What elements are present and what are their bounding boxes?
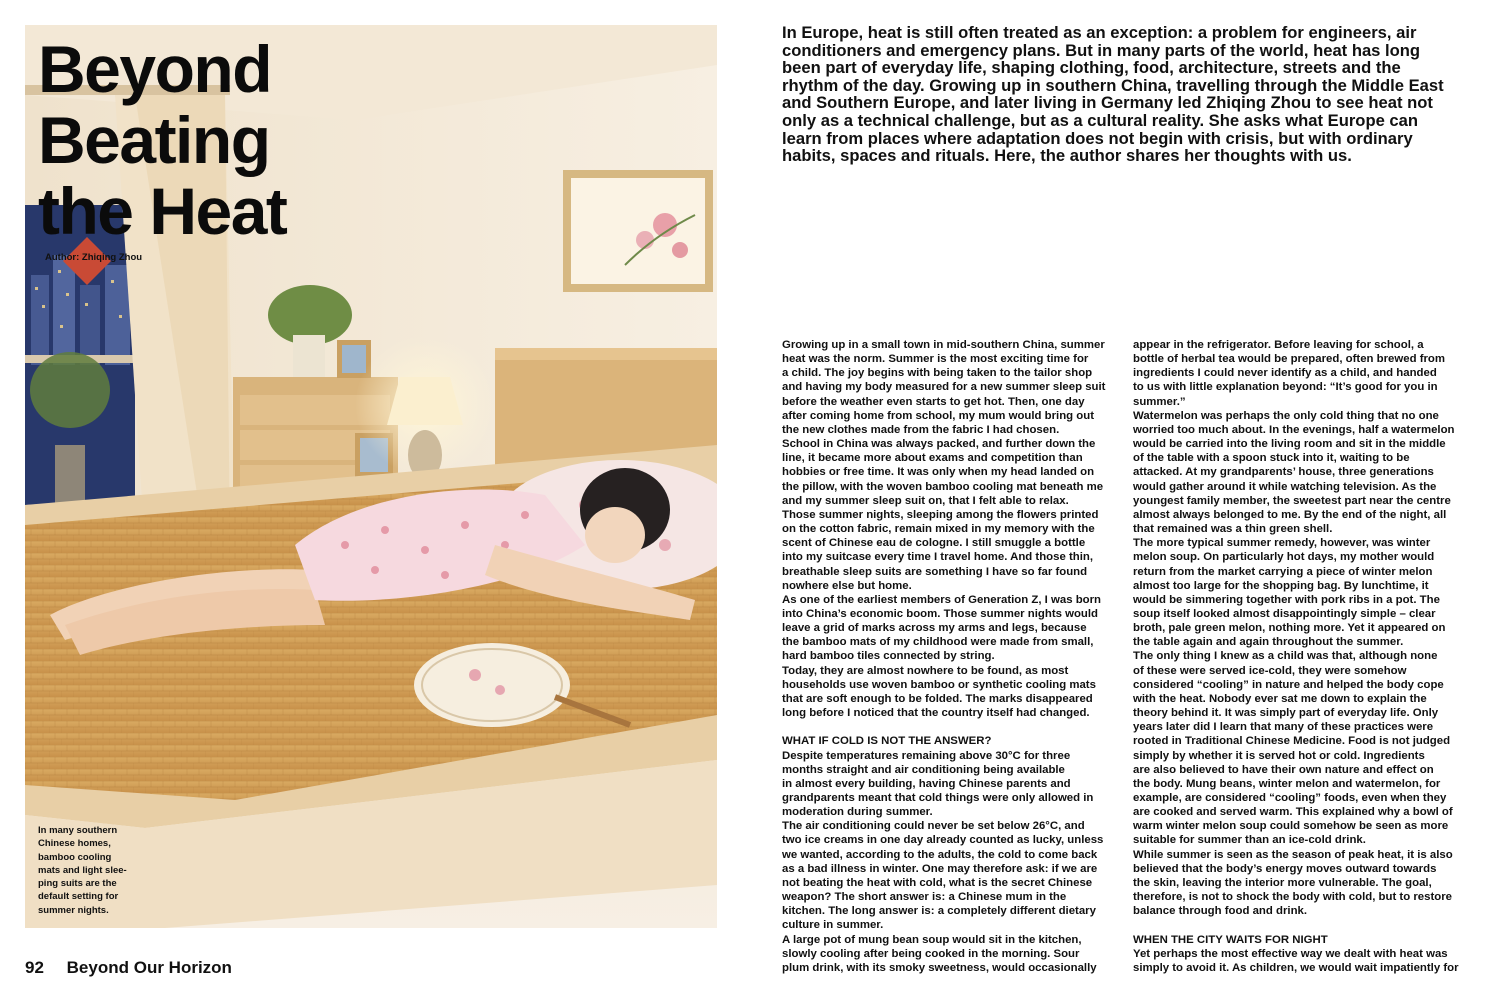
body-line: the table again and again throughout the summer. bbox=[1133, 636, 1404, 649]
body-line: soup itself looked almost disappointingly simple – clear bbox=[1133, 607, 1436, 620]
body-line: the pillow, with the woven bamboo cooling mat beneath me bbox=[782, 480, 1104, 493]
body-line: plum drink, with its smoky sweetness, would occasionally bbox=[782, 961, 1097, 974]
body-line: The air conditioning could never be set below 26°C, and bbox=[782, 820, 1085, 833]
body-line: of the table with a spoon stuck into it, waiting to be bbox=[1133, 452, 1410, 465]
body-line: moderation during summer. bbox=[782, 806, 933, 819]
body-column-1 bbox=[782, 338, 1132, 975]
body-line: we wanted, according to the adults, the cold to come back bbox=[782, 848, 1098, 861]
intro-line: only as a technical challenge, but as a cultural reality. She asks what Europe can bbox=[782, 110, 1419, 130]
body-line: return from the market carrying a piece of winter melon bbox=[1133, 565, 1433, 578]
body-line: Growing up in a small town in mid-southern China, summer bbox=[782, 339, 1105, 351]
body-line: ingredients I could never identify as a child, and handed bbox=[1133, 367, 1437, 380]
body-line: with the heat. Nobody ever sat me down to explain the bbox=[1133, 692, 1427, 705]
body-line: almost always belonged to me. By the end of the night, all bbox=[1133, 508, 1447, 521]
body-line: in almost every building, having Chinese parents and bbox=[782, 777, 1071, 790]
title-line: the Heat bbox=[38, 174, 287, 248]
body-line: line, it became more about exams and competition than bbox=[782, 452, 1083, 465]
body-line: melon soup. On particularly hot days, my mother would bbox=[1133, 551, 1435, 564]
body-line: Yet perhaps the most effective way we dealt with heat was bbox=[1133, 947, 1448, 960]
body-line: would be carried into the living room and sit in the middle bbox=[1133, 438, 1446, 451]
body-line: scent of Chinese eau de cologne. I still smuggle a bottle bbox=[782, 537, 1086, 550]
title-line: Beyond bbox=[38, 32, 272, 106]
caption-line: summer nights. bbox=[38, 904, 109, 916]
image-caption bbox=[38, 824, 142, 917]
intro-line: rhythm of the day. Growing up in southern China, travelling through the Middle East bbox=[782, 75, 1444, 95]
body-line: summer.” bbox=[1133, 395, 1186, 408]
body-line: heat was the norm. Summer is the most exciting time for bbox=[782, 353, 1089, 366]
body-line: hard bamboo tiles connected by string. bbox=[782, 650, 995, 663]
body-line: are also believed to have their own nature and effect on bbox=[1133, 763, 1434, 776]
body-line: therefore, is not to shock the body with cold, but to restore bbox=[1133, 891, 1452, 904]
body-line: Today, they are almost nowhere to be found, as most bbox=[782, 664, 1069, 677]
section-name: Beyond Our Horizon bbox=[66, 958, 232, 977]
caption-line: ping suits are the bbox=[38, 878, 117, 890]
body-line: youngest family member, the sweetest part near the centre bbox=[1133, 494, 1451, 507]
intro-line: and Southern Europe, and later living in Germany led Zhiqing Zhou to see heat not bbox=[782, 93, 1433, 113]
body-line: Watermelon was perhaps the only cold thing that no one bbox=[1133, 409, 1439, 422]
page-number: 92 bbox=[25, 958, 44, 977]
body-line: to us with little explanation beyond: “It’s good for you in bbox=[1133, 381, 1438, 394]
author-byline: Author: Zhiqing Zhou bbox=[45, 252, 143, 263]
body-line: are cooked and served warm. This explained why a bowl of bbox=[1133, 806, 1453, 819]
body-line: considered “cooling” in nature and helped the body cope bbox=[1133, 678, 1444, 691]
article-title bbox=[38, 34, 286, 247]
body-line: kitchen. The long answer is: a completely different dietary bbox=[782, 905, 1096, 918]
body-line: hobbies or free time. It was only when my head landed on bbox=[782, 466, 1095, 479]
body-line: the skin, leaving the interior more vulnerable. The goal, bbox=[1133, 876, 1432, 889]
intro-line: been part of everyday life, shaping clothing, food, architecture, streets and the bbox=[782, 58, 1401, 78]
body-line: While summer is seen as the season of peak heat, it is also bbox=[1133, 848, 1453, 861]
body-line: almost too large for the shopping bag. By lunchtime, it bbox=[1133, 579, 1429, 592]
body-line: the bamboo mats of my childhood were made from small, bbox=[782, 636, 1094, 649]
body-line: of these were served ice-cold, they were somehow bbox=[1133, 664, 1407, 677]
body-line: would be simmering together with pork ribs in a pot. The bbox=[1133, 593, 1440, 606]
body-line: two ice creams in one day already counted as lucky, unless bbox=[782, 834, 1104, 847]
body-line: Those summer nights, sleeping among the flowers printed bbox=[782, 508, 1099, 521]
body-line: balance through food and drink. bbox=[1133, 905, 1308, 918]
body-column-2 bbox=[1133, 338, 1483, 975]
paragraph-gap bbox=[1133, 918, 1483, 932]
section-heading: WHEN THE CITY WAITS FOR NIGHT bbox=[1133, 933, 1328, 946]
body-line: Despite temperatures remaining above 30°C for three bbox=[782, 749, 1071, 762]
body-line: long before I noticed that the country itself had changed. bbox=[782, 707, 1090, 720]
body-line: that remained was a thin green shell. bbox=[1133, 523, 1333, 536]
body-line: breathable sleep suits are something I have so far found bbox=[782, 565, 1088, 578]
caption-line: Chinese homes, bbox=[38, 838, 111, 850]
body-line: slowly cooling after being cooked in the morning. Sour bbox=[782, 947, 1080, 960]
body-line: weapon? The short answer is: a Chinese mum in the bbox=[782, 891, 1067, 904]
body-line: grandparents meant that cold things were only allowed in bbox=[782, 791, 1094, 804]
paragraph-gap bbox=[782, 720, 1132, 734]
body-line: simply by whether it is served hot or cold. Ingredients bbox=[1133, 749, 1425, 762]
title-line: Beating bbox=[38, 103, 270, 177]
body-line: into China’s economic boom. Those summer nights would bbox=[782, 607, 1099, 620]
intro-line: learn from places where adaptation does not begin with crisis, but with ordinary bbox=[782, 128, 1413, 148]
body-line: and my summer sleep suit on, that I felt able to relax. bbox=[782, 494, 1069, 507]
caption-line: mats and light slee- bbox=[38, 864, 127, 876]
page-footer bbox=[25, 958, 232, 978]
body-line: broth, pale green melon, nothing more. Yet it appeared on bbox=[1133, 622, 1446, 635]
body-line: As one of the earliest members of Generation Z, I was born bbox=[782, 593, 1102, 606]
intro-line: In Europe, heat is still often treated as an exception: a problem for engineers, air bbox=[782, 23, 1417, 42]
caption-line: default setting for bbox=[38, 891, 119, 903]
body-line: attacked. At my grandparents’ house, three generations bbox=[1133, 466, 1434, 479]
body-line: theory behind it. It was simply part of everyday life. Only bbox=[1133, 707, 1439, 720]
body-line: rooted in Traditional Chinese Medicine. Food is not judged bbox=[1133, 735, 1451, 748]
body-line: years later did I learn that many of these practices were bbox=[1133, 721, 1434, 734]
intro-line: conditioners and emergency plans. But in many parts of the world, heat has long bbox=[782, 40, 1421, 60]
body-line: not beating the heat with cold, what is the secret Chinese bbox=[782, 876, 1093, 889]
body-line: appear in the refrigerator. Before leaving for school, a bbox=[1133, 339, 1424, 351]
body-line: suitable for summer than an ice-cold drink. bbox=[1133, 834, 1366, 847]
body-line: warm winter melon soup could somehow be seen as more bbox=[1133, 820, 1449, 833]
body-line: The only thing I knew as a child was that, although none bbox=[1133, 650, 1438, 663]
body-line: and having my body measured for a new summer sleep suit bbox=[782, 381, 1106, 394]
body-line: School in China was always packed, and further down the bbox=[782, 438, 1096, 451]
body-line: months straight and air conditioning being available bbox=[782, 763, 1065, 776]
body-line: would gather around it while watching television. As the bbox=[1133, 480, 1437, 493]
body-line: the new clothes made from the fabric I had chosen. bbox=[782, 423, 1060, 436]
body-line: as a bad illness in winter. One may therefore ask: if we are bbox=[782, 862, 1098, 875]
body-line: into my suitcase every time I travel home. And those thin, bbox=[782, 551, 1094, 564]
body-line: the body. Mung beans, winter melon and watermelon, for bbox=[1133, 777, 1441, 790]
body-line: worried too much about. In the evenings, half a watermelon bbox=[1133, 423, 1455, 436]
body-line: households use woven bamboo or synthetic cooling mats bbox=[782, 678, 1096, 691]
body-line: believed that the body’s energy moves outward towards bbox=[1133, 862, 1437, 875]
body-line: culture in summer. bbox=[782, 919, 884, 932]
body-line: that are soft enough to be folded. The marks disappeared bbox=[782, 692, 1093, 705]
body-line: on the cotton fabric, remain mixed in my memory with the bbox=[782, 523, 1095, 536]
body-line: example, are considered “cooling” foods, even when they bbox=[1133, 792, 1447, 804]
body-line: before the weather even starts to get hot. Then, one day bbox=[782, 395, 1085, 408]
body-line: nowhere else but home. bbox=[782, 579, 912, 592]
caption-line: bamboo cooling bbox=[38, 851, 112, 863]
body-line: A large pot of mung bean soup would sit in the kitchen, bbox=[782, 933, 1082, 946]
body-line: after coming home from school, my mum would bring out bbox=[782, 409, 1094, 422]
body-line: leave a grid of marks across my arms and legs, because bbox=[782, 622, 1087, 635]
body-line: bottle of herbal tea would be prepared, often brewed from bbox=[1133, 353, 1446, 366]
intro-line: habits, spaces and rituals. Here, the author shares her thoughts with us. bbox=[782, 146, 1352, 166]
body-line: The more typical summer remedy, however, was winter bbox=[1133, 537, 1431, 550]
body-line: a child. The joy begins with being taken to the tailor shop bbox=[782, 367, 1093, 380]
section-heading: WHAT IF COLD IS NOT THE ANSWER? bbox=[782, 735, 992, 748]
article-intro bbox=[782, 24, 1482, 165]
body-line: simply to avoid it. As children, we would wait impatiently for bbox=[1133, 961, 1459, 974]
caption-line: In many southern bbox=[38, 825, 118, 836]
